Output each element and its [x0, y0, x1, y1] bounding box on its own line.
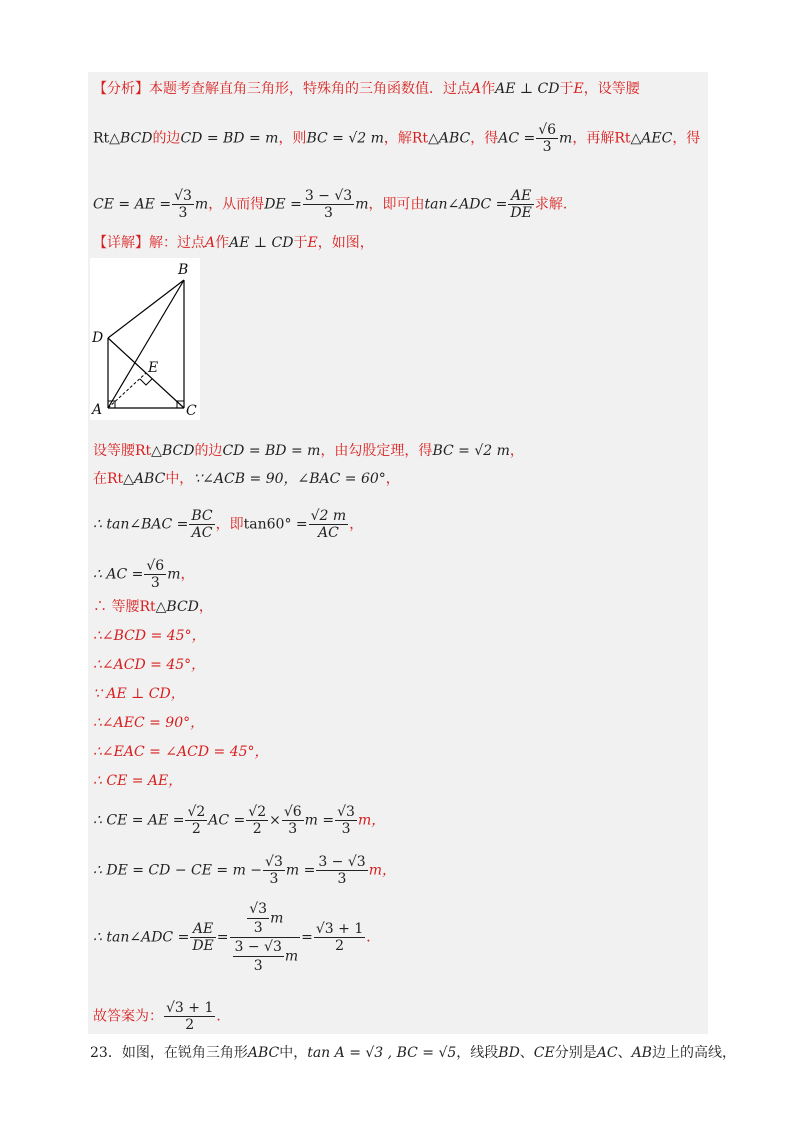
step-6: ∴∠BCD = 45°， — [93, 628, 206, 644]
analysis-line-3: CE = AE = $\frac{√3}{3}$ m，从而得DE = $\frac{3 - √3}{3}$ m，即可由tan∠ADC = $\frac{AE}{DE}$ 求解． — [93, 188, 577, 221]
analysis-line-1: 【分析】本题考查解直角三角形，特殊角的三角函数值．过点A作AE ⊥ CD于E，设等腰 — [93, 81, 640, 97]
geometry-figure — [90, 258, 200, 420]
fraction: $\frac{3 - √3}{3}$ — [318, 854, 366, 887]
fraction: $\frac{√2}{2}$ — [187, 804, 206, 837]
fraction: $\frac{AE}{DE}$ — [510, 188, 532, 221]
compound-fraction: $\frac{√3}{3}$ m $\frac{3 - √3}{3}$ m — [230, 900, 301, 975]
step-7: ∴∠ACD = 45°， — [93, 657, 206, 673]
analysis-line-2: Rt△BCD的边CD = BD = m，则BC = √2 m，解Rt△ABC，得AC = $\frac{√6}{3}$ m，再解Rt△AEC，得 — [93, 122, 701, 155]
label-c: C — [186, 403, 197, 419]
step-1: 设等腰Rt△BCD的边CD = BD = m，由勾股定理，得BC = √2 m， — [93, 443, 524, 459]
step-12: ∴ CE = AE = $\frac{√2}{2}$ AC = $\frac{√2}{2}$ × $\frac{√6}{3}$ m = $\frac{√3}{3}$ m， — [93, 804, 386, 837]
step-9: ∴∠AEC = 90°， — [93, 715, 205, 731]
fraction: $\frac{√3}{3}$ — [174, 188, 192, 221]
fraction: $\frac{√6}{3}$ — [283, 804, 302, 837]
step-14: ∴ tan∠ADC = $\frac{AE}{DE}$ = $\frac{√3}{3}$ m $\frac{3 - √3}{3}$ m = $\frac{√3 + 1}{2}$ ． — [93, 901, 381, 974]
fraction: $\frac{√2 m}{AC}$ — [310, 508, 347, 541]
label-b: B — [178, 262, 189, 278]
step-10: ∴∠EAC = ∠ACD = 45°， — [93, 744, 269, 760]
fraction: $\frac{√3}{3}$ — [265, 854, 283, 887]
fraction: $\frac{√3}{3}$ — [337, 804, 355, 837]
label-d: D — [92, 330, 104, 346]
fraction: $\frac{√6}{3}$ — [146, 558, 165, 591]
fraction: $\frac{√6}{3}$ — [538, 122, 557, 155]
detail-label: 【详解】 — [93, 235, 149, 251]
detail-line: 【详解】解：过点A作AE ⊥ CD于E，如图， — [93, 235, 374, 251]
fraction: $\frac{AE}{DE}$ — [192, 921, 214, 954]
label-e: E — [148, 360, 159, 376]
fraction: $\frac{√3 + 1}{2}$ — [315, 921, 364, 954]
step-8: ∵ AE ⊥ CD， — [93, 686, 185, 702]
step-11: ∴ CE = AE， — [93, 773, 183, 789]
question-23: 23．如图，在锐角三角形ABC中，tan A = √3 , BC = √5，线段BD、CE分别是AC、AB边上的高线， — [90, 1045, 736, 1061]
step-5: ∴ 等腰Rt△BCD， — [93, 599, 213, 615]
fraction: $\frac{√3 + 1}{2}$ — [166, 1000, 214, 1033]
step-13: ∴ DE = CD − CE = m − $\frac{√3}{3}$ m = $\frac{3 - √3}{3}$ m， — [93, 854, 396, 887]
label-a: A — [92, 402, 103, 418]
step-2: 在Rt△ABC中，∵∠ACB = 90，∠BAC = 60°， — [93, 471, 400, 487]
fraction: $\frac{3 - √3}{3}$ — [304, 188, 353, 221]
step-3: ∴ tan∠BAC = $\frac{BC}{AC}$ ，即tan60° = $\frac{√2 m}{AC}$ ， — [93, 508, 364, 541]
answer-line: 故答案为： $\frac{√3 + 1}{2}$ ． — [93, 1000, 231, 1033]
fraction: $\frac{√2}{2}$ — [248, 804, 267, 837]
fraction: $\frac{BC}{AC}$ — [191, 508, 213, 541]
step-4: ∴ AC = $\frac{√6}{3}$ m， — [93, 558, 195, 591]
analysis-label: 【分析】 — [93, 81, 149, 97]
